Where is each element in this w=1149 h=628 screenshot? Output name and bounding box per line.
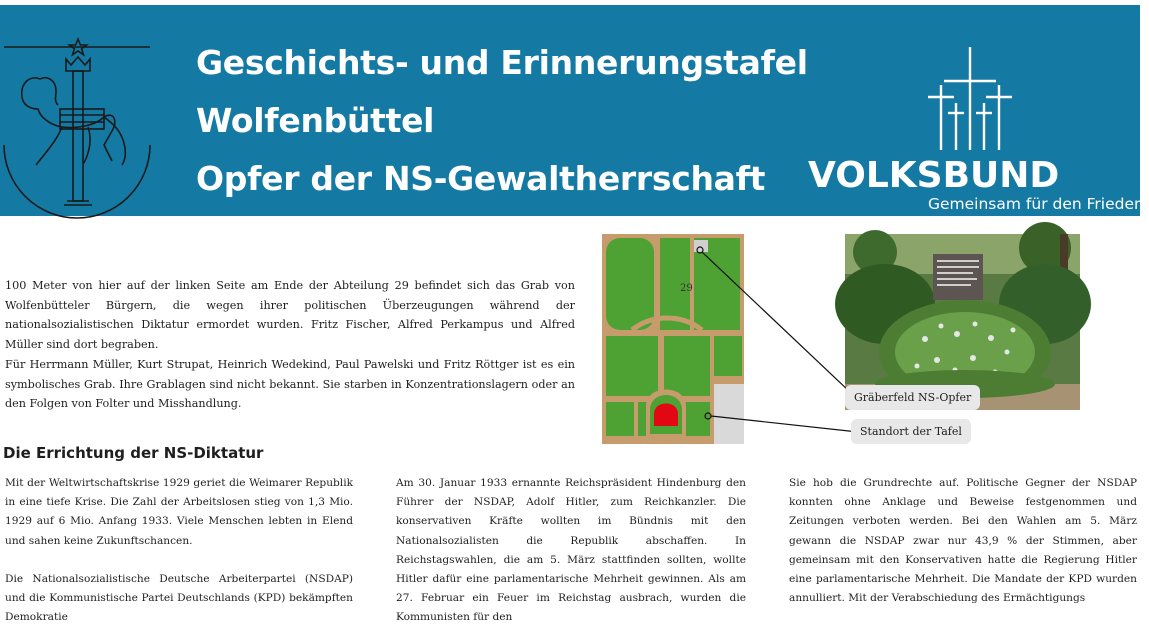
map-section-label: 29	[680, 283, 693, 294]
column-1-paragraph-1: Mit der Weltwirtschaftskrise 1929 geriet die Weimarer Republik in eine tiefe Krise. Die Zahl der Arbeitslosen stieg von 1,3 Mio. 1929 auf 6 Mio. Anfang 1933. Viele Menschen lebten in Elend und sahen keine Zukunftschancen.	[5, 477, 353, 547]
volksbund-slogan: Gemeinsam für den Frieden.	[928, 195, 1149, 213]
intro-paragraph-2: Für Herrmann Müller, Kurt Strupat, Heinrich Wedekind, Paul Pawelski und Fritz Röttger ist es ein symbolisches Grab. Ihre Grablagen sind nicht bekannt. Sie starben in Konzentrationslagern oder an den Folgen von Folter und Misshandlung.	[5, 358, 575, 410]
title-line-1: Geschichts- und Erinnerungstafel	[196, 43, 808, 82]
callout-grave-field: Gräberfeld NS-Opfer	[845, 385, 980, 410]
text-column-3: Sie hob die Grundrechte auf. Politische Gegner der NSDAP konnten ohne Anklage und Beweise festgenommen und Zeitungen verboten werden. Bei den Wahlen am 5. März gewann die NSDAP zwar nur 43,9 % der Stimmen, aber gemeinsam mit den Konservativen hatte die Regierung Hitler eine parlamentarische Mehrheit. Die Mandate der KPD wurden annulliert. Mit der Verabschiedung des Ermächtigungs	[789, 477, 1137, 605]
intro-paragraph-1: 100 Meter von hier auf der linken Seite am Ende der Abteilung 29 befindet sich das Grab von Wolfenbütteler Bürgern, die wegen ihrer politischen Überzeugungen während der nationalsozialistischen Diktatur ermordet wurden. Fritz Fischer, Alfred Perkampus und Alfred Müller sind dort begraben.	[5, 279, 575, 351]
section-heading: Die Errichtung der NS-Diktatur	[3, 444, 264, 462]
column-1-paragraph-2: Die Nationalsozialistische Deutsche Arbeiterpartei (NSDAP) und die Kommunistische Partei Deutschlands (KPD) bekämpften Demokratie	[5, 573, 353, 624]
volksbund-logo-name: VOLKSBUND	[808, 155, 1060, 196]
callout-board-location: Standort der Tafel	[851, 419, 971, 444]
text-column-2: Am 30. Januar 1933 ernannte Reichspräsident Hindenburg den Führer der NSDAP, Adolf Hitler, zum Reichkanzler. Die konservativen Kräfte wollten im Bündnis mit den Nationalsozialisten die Republik abschaffen. In Reichstagswahlen, die am 5. März stattfinden sollten, wollte Hitler dafür eine parlamentarische Mehrheit gewinnen. Als am 27. Februar ein Feuer im Reichstag ausbrach, wurden die Kommunisten für den	[396, 477, 746, 624]
title-line-2: Wolfenbüttel	[196, 101, 435, 140]
text-column-1	[5, 474, 353, 628]
title-line-3: Opfer der NS-Gewaltherrschaft	[196, 159, 766, 198]
